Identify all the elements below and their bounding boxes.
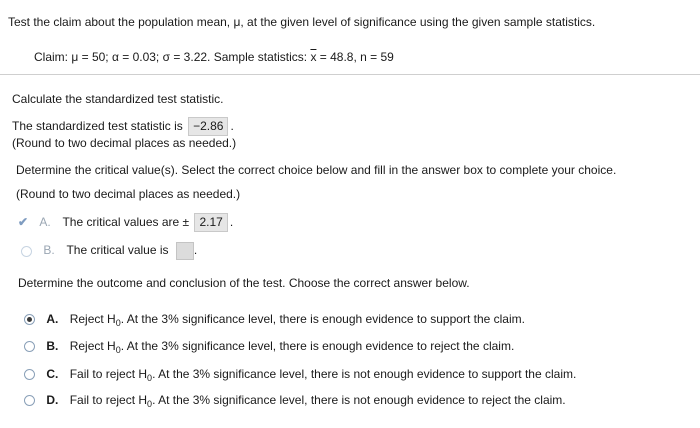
stats-detail: = 48.8, n = 59: [319, 50, 394, 64]
conclusion-c-letter: C.: [46, 367, 59, 381]
conclusion-option-b[interactable]: [24, 339, 514, 355]
radio-icon[interactable]: [24, 341, 35, 352]
conclusion-a-pre: Reject H: [69, 312, 116, 326]
option-a-letter: A.: [39, 215, 51, 229]
conclusion-option-a[interactable]: [24, 312, 525, 328]
header-divider: [0, 74, 700, 75]
claim-label: Claim:: [34, 50, 69, 64]
conclusion-a-sub: 0: [115, 318, 121, 328]
conclusion-d-sub: 0: [147, 399, 153, 409]
radio-icon[interactable]: [21, 246, 32, 257]
conclusion-d-text: . At the 3% significance level, there is not enough evidence to reject the claim.: [152, 393, 566, 407]
option-a-text: The critical values are ±: [62, 215, 190, 229]
conclusion-b-pre: Reject H: [69, 339, 116, 353]
claim-line: [34, 50, 394, 64]
stats-label: Sample statistics:: [213, 50, 308, 64]
conclusion-a-letter: A.: [46, 312, 59, 326]
radio-icon[interactable]: [24, 369, 35, 380]
option-b-letter: B.: [43, 243, 55, 258]
conclusion-option-d[interactable]: [24, 393, 566, 409]
conclusion-b-text: . At the 3% significance level, there is enough evidence to reject the claim.: [120, 339, 515, 353]
part2-rounding-note: (Round to two decimal places as needed.): [16, 187, 241, 201]
problem-statement: Test the claim about the population mean, μ, at the given level of significance using the given sample statistics.: [8, 15, 596, 29]
radio-icon[interactable]: [24, 395, 35, 406]
critical-value-answer-box[interactable]: [176, 242, 194, 260]
critical-value-option-b[interactable]: [21, 242, 197, 260]
test-statistic-line: [12, 117, 234, 136]
test-statistic-label: The standardized test statistic is: [12, 119, 183, 133]
conclusion-c-pre: Fail to reject H: [69, 367, 148, 381]
part2-prompt: Determine the critical value(s). Select the correct choice below and fill in the answer box to complete your choice.: [16, 163, 617, 177]
conclusion-b-sub: 0: [115, 345, 121, 355]
conclusion-d-pre: Fail to reject H: [69, 393, 148, 407]
option-a-suffix: .: [229, 215, 234, 229]
conclusion-d-letter: D.: [46, 393, 59, 407]
sample-mean-symbol: $\overline{x}$: [310, 50, 317, 64]
radio-icon[interactable]: [24, 314, 35, 325]
option-b-text: The critical value is: [66, 243, 169, 258]
check-icon: ✔: [18, 215, 29, 229]
critical-value-option-a[interactable]: [18, 213, 233, 232]
conclusion-a-text: . At the 3% significance level, there is enough evidence to support the claim.: [120, 312, 525, 326]
part1-rounding-note: (Round to two decimal places as needed.): [12, 136, 237, 150]
conclusion-b-letter: B.: [46, 339, 59, 353]
conclusion-c-text: . At the 3% significance level, there is not enough evidence to support the claim.: [152, 367, 577, 381]
test-statistic-suffix: .: [230, 119, 234, 133]
test-statistic-answer-box[interactable]: −2.86: [188, 117, 228, 136]
part3-prompt: Determine the outcome and conclusion of the test. Choose the correct answer below.: [18, 276, 470, 290]
critical-values-answer-box[interactable]: 2.17: [194, 213, 227, 232]
conclusion-c-sub: 0: [147, 373, 153, 383]
conclusion-option-c[interactable]: [24, 367, 576, 383]
option-b-suffix: .: [193, 243, 198, 258]
part1-prompt: Calculate the standardized test statistic.: [12, 92, 224, 106]
claim-detail: μ = 50; α = 0.03; σ = 3.22.: [71, 50, 211, 64]
